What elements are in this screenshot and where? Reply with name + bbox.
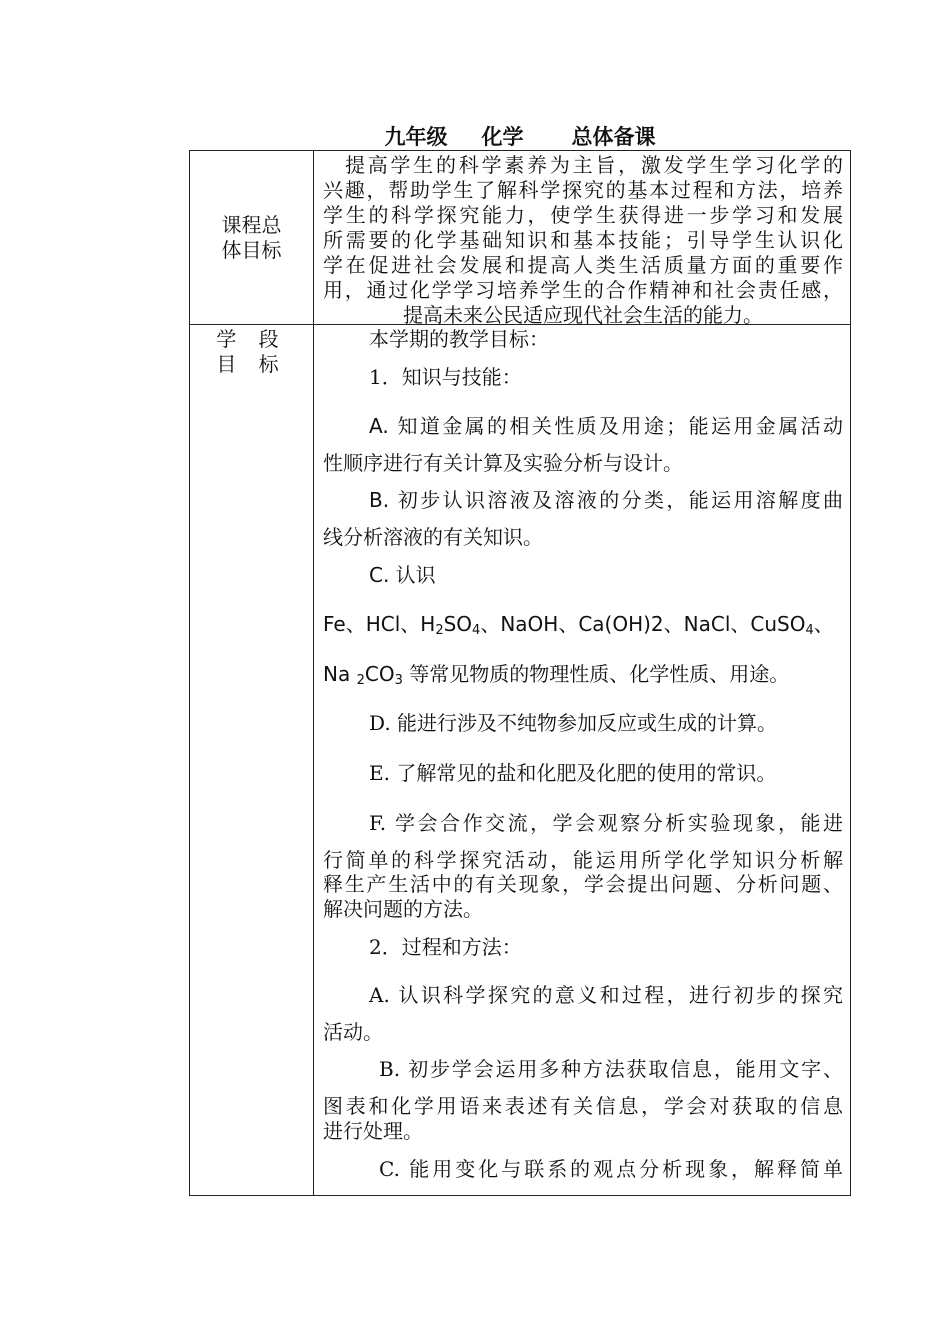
item-e: E. 了解常见的盐和化肥及化肥的使用的常识。 — [369, 761, 777, 785]
item-f-line4: 解决问题的方法。 — [323, 897, 483, 921]
course-goals-text — [323, 153, 843, 328]
formula-part: Na — [323, 662, 357, 686]
text-line: 用，通过化学学习培养学生的合作精神和社会责任感， — [323, 278, 843, 302]
title-type: 总体备课 — [571, 124, 656, 149]
section-heading: 1．知识与技能： — [369, 365, 522, 389]
text-line: 兴趣，帮助学生了解科学探究的基本过程和方法，培养 — [323, 178, 843, 202]
formula-line — [323, 612, 843, 637]
formula-subscript: 4 — [472, 623, 481, 638]
process-item-a: A. 认识科学探究的意义和过程，进行初步的探究 — [369, 983, 843, 1007]
formula-description: 等常见物质的物理性质、化学性质、用途。 — [402, 662, 790, 686]
intro-line: 本学期的教学目标： — [369, 327, 549, 351]
label-line: 目 标 — [216, 352, 287, 376]
plan-table — [189, 150, 851, 1196]
process-item-a-line2: 活动。 — [323, 1020, 383, 1044]
item-a-line2: 性顺序进行有关计算及实验分析与设计。 — [323, 451, 683, 475]
item-c-rest: 认识 — [389, 563, 436, 587]
process-item-c: C. 能用变化与联系的观点分析现象，解释简单 — [379, 1157, 843, 1181]
formula-part: SO — [443, 612, 473, 636]
formula-subscript: 4 — [805, 623, 814, 638]
process-item-b: B. 初步学会运用多种方法获取信息，能用文字、 — [379, 1057, 843, 1081]
formula-part: CO — [364, 662, 395, 686]
process-item-b-line3: 进行处理。 — [323, 1119, 423, 1143]
item-a-rest: 知道金属的相关性质及用途；能运用金属活动 — [388, 414, 843, 438]
section-heading-2: 2．过程和方法： — [369, 935, 522, 959]
item-f-line2: 行简单的科学探究活动，能运用所学化学知识分析解 — [323, 848, 843, 872]
item-a: A. 知道金属的相关性质及用途；能运用金属活动 — [369, 414, 843, 438]
column-divider — [313, 151, 314, 1195]
text-line: 提高学生的科学素养为主旨，激发学生学习化学的 — [345, 153, 843, 177]
label-line: 学 段 — [216, 327, 287, 351]
formula-subscript: 2 — [356, 673, 365, 688]
item-f: F. 学会合作交流，学会观察分析实验现象，能进 — [369, 811, 843, 835]
title-grade: 九年级 — [384, 124, 448, 149]
row-label-course-goals — [190, 213, 313, 263]
item-c: C. 认识 — [369, 563, 436, 587]
formula-part: Fe、HCl、H — [323, 612, 436, 636]
label-line: 体目标 — [221, 238, 282, 262]
row-label-stage-goals — [190, 327, 313, 377]
formula-part: 、NaOH、Ca(OH)2、NaCl、CuSO — [480, 612, 806, 636]
page-title — [189, 123, 851, 151]
formula-subscript: 2 — [435, 623, 444, 638]
text-line: 所需要的化学基础知识和基本技能；引导学生认识化 — [323, 228, 843, 252]
text-line: 学在促进社会发展和提高人类生活质量方面的重要作 — [323, 253, 843, 277]
item-b-rest: 初步认识溶液及溶液的分类，能运用溶解度曲 — [389, 488, 843, 512]
item-b-line2: 线分析溶液的有关知识。 — [323, 525, 543, 549]
formula-line-2 — [323, 662, 843, 687]
text-line: 提高未来公民适应现代社会生活的能力。 — [403, 303, 763, 327]
item-d: D. 能进行涉及不纯物参加反应或生成的计算。 — [369, 711, 778, 735]
title-subject: 化学 — [481, 124, 524, 149]
text-line: 学生的科学探究能力，使学生获得进一步学习和发展 — [323, 203, 843, 227]
item-f-line3: 释生产生活中的有关现象，学会提出问题、分析问题、 — [323, 872, 843, 896]
item-b: B. 初步认识溶液及溶液的分类，能运用溶解度曲 — [369, 488, 843, 512]
label-line: 课程总 — [221, 213, 282, 237]
process-item-b-line2: 图表和化学用语来表述有关信息，学会对获取的信息 — [323, 1094, 843, 1118]
formula-part: 、 — [813, 612, 834, 636]
formula-subscript: 3 — [394, 673, 403, 688]
